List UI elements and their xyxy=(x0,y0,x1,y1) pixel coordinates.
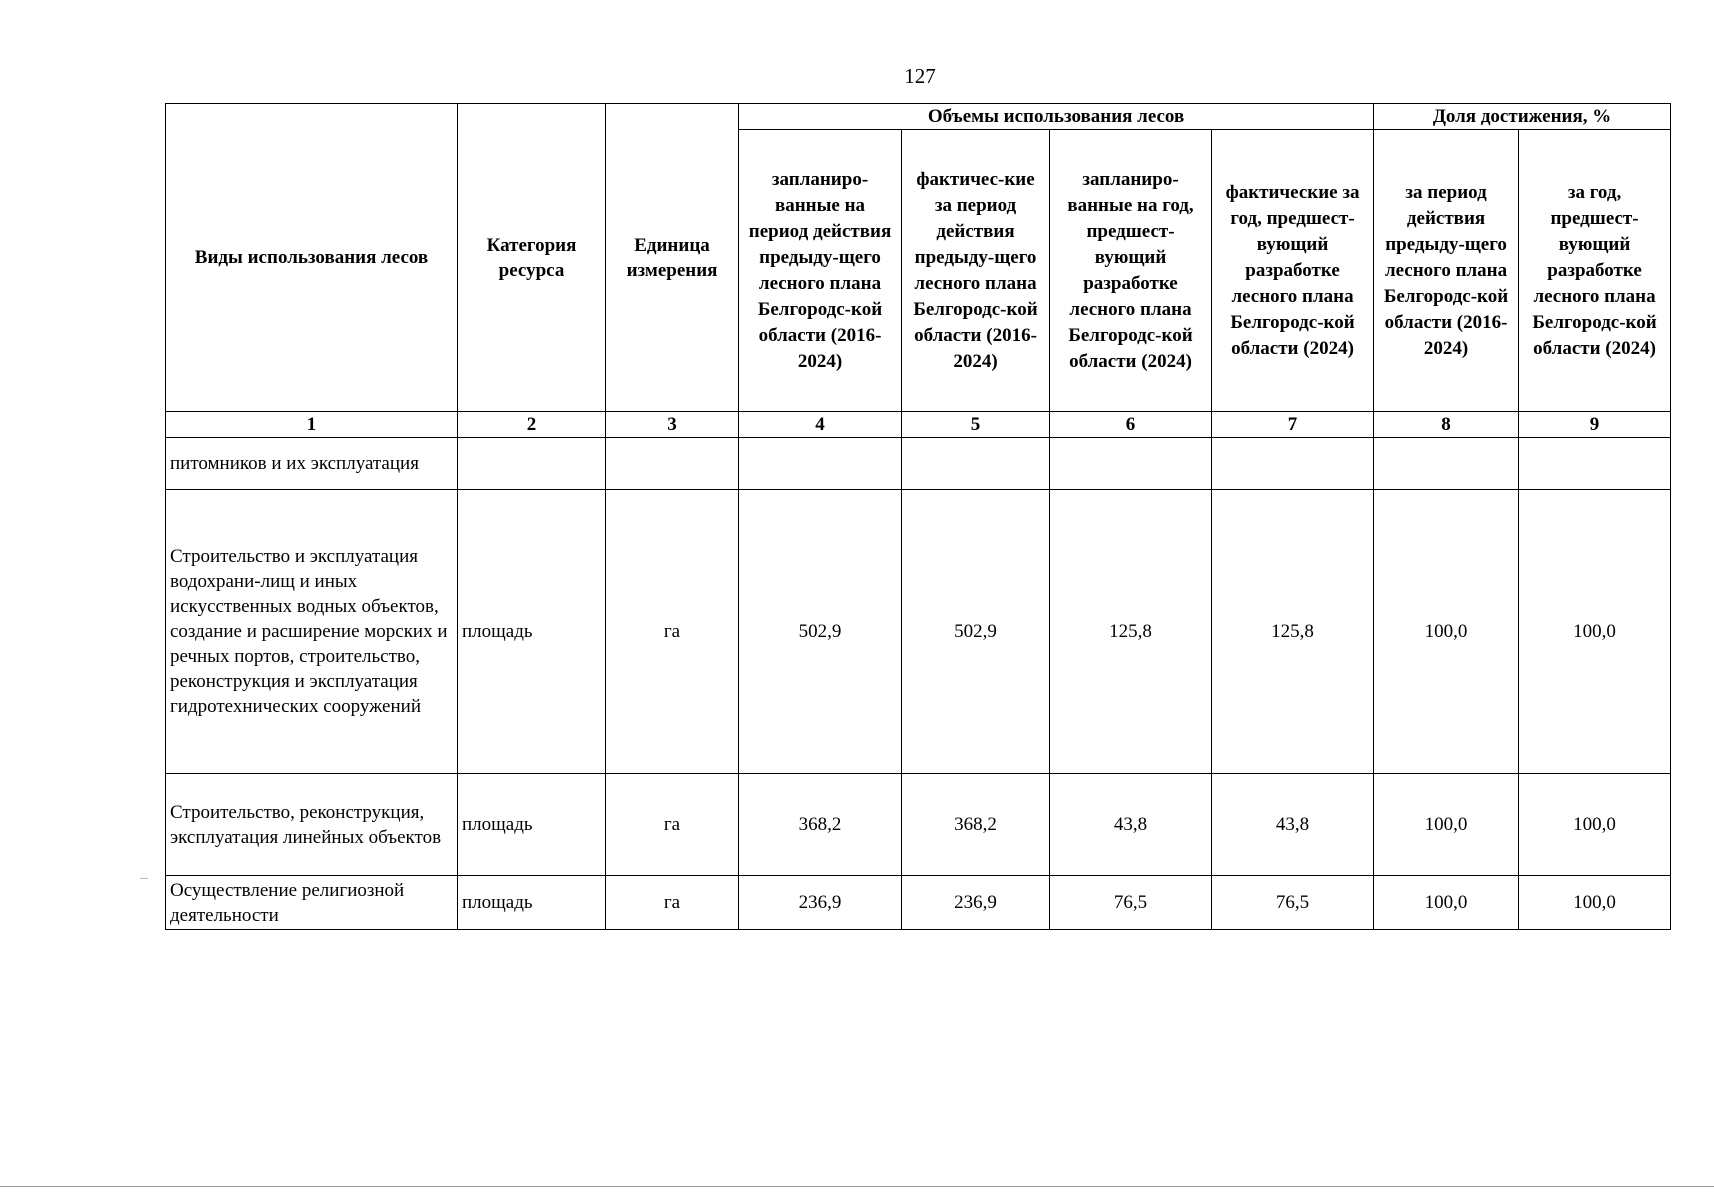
header-group-share: Доля достижения, % xyxy=(1374,104,1671,130)
page-number: 127 xyxy=(904,64,936,88)
column-number: 9 xyxy=(1519,412,1671,438)
cell-category: площадь xyxy=(458,774,606,876)
cell-share-year: 100,0 xyxy=(1519,876,1671,930)
cell-kind: Строительство и эксплуатация водохрани-лищ и иных искусственных водных объектов, создание и расширение морских и речных портов, строительство, реконструкция и эксплуатация гидротехнических сооружений xyxy=(166,490,458,774)
cell-actual-year xyxy=(1212,438,1374,490)
cell-kind: питомников и их эксплуатация xyxy=(166,438,458,490)
column-number: 7 xyxy=(1212,412,1374,438)
header-group-volumes: Объемы использования лесов xyxy=(739,104,1374,130)
cell-unit: га xyxy=(606,774,739,876)
cell-unit: га xyxy=(606,876,739,930)
table-row xyxy=(166,774,1671,876)
column-number: 1 xyxy=(166,412,458,438)
cell-share-year xyxy=(1519,438,1671,490)
cell-share-period: 100,0 xyxy=(1374,490,1519,774)
forest-use-table xyxy=(165,103,1671,930)
header-forest-use-kind: Виды использования лесов xyxy=(166,104,458,412)
cell-actual-year: 76,5 xyxy=(1212,876,1374,930)
cell-share-period xyxy=(1374,438,1519,490)
header-planned-year: запланиро-ванные на год, предшест-вующий разработке лесного плана Белгородс-кой области (2024) xyxy=(1050,130,1212,412)
scan-mark xyxy=(140,878,148,879)
header-share-year: за год, предшест-вующий разработке лесного плана Белгородс-кой области (2024) xyxy=(1519,130,1671,412)
column-number: 8 xyxy=(1374,412,1519,438)
table-row xyxy=(166,438,1671,490)
header-actual-period: фактичес-кие за период действия предыду-щего лесного плана Белгородс-кой области (2016-2024) xyxy=(902,130,1050,412)
cell-category xyxy=(458,438,606,490)
cell-planned-year: 43,8 xyxy=(1050,774,1212,876)
cell-planned-period: 368,2 xyxy=(739,774,902,876)
cell-unit: га xyxy=(606,490,739,774)
cell-actual-period: 368,2 xyxy=(902,774,1050,876)
cell-actual-year: 125,8 xyxy=(1212,490,1374,774)
cell-kind: Осуществление религиозной деятельности xyxy=(166,876,458,930)
header-resource-category: Категория ресурса xyxy=(458,104,606,412)
cell-actual-period: 502,9 xyxy=(902,490,1050,774)
cell-planned-period: 502,9 xyxy=(739,490,902,774)
cell-planned-year: 76,5 xyxy=(1050,876,1212,930)
column-number: 2 xyxy=(458,412,606,438)
cell-actual-year: 43,8 xyxy=(1212,774,1374,876)
cell-planned-year: 125,8 xyxy=(1050,490,1212,774)
column-number: 6 xyxy=(1050,412,1212,438)
scan-bottom-line xyxy=(0,1186,1714,1187)
header-planned-period: запланиро-ванные на период действия предыду-щего лесного плана Белгородс-кой области (2016-2024) xyxy=(739,130,902,412)
column-number-row xyxy=(166,412,1671,438)
cell-category: площадь xyxy=(458,490,606,774)
cell-share-period: 100,0 xyxy=(1374,774,1519,876)
cell-unit xyxy=(606,438,739,490)
table-row xyxy=(166,490,1671,774)
column-number: 4 xyxy=(739,412,902,438)
cell-share-year: 100,0 xyxy=(1519,774,1671,876)
header-unit: Единица измерения xyxy=(606,104,739,412)
column-number: 3 xyxy=(606,412,739,438)
cell-share-year: 100,0 xyxy=(1519,490,1671,774)
cell-planned-period xyxy=(739,438,902,490)
column-number: 5 xyxy=(902,412,1050,438)
cell-planned-year xyxy=(1050,438,1212,490)
cell-planned-period: 236,9 xyxy=(739,876,902,930)
header-actual-year: фактические за год, предшест-вующий разработке лесного плана Белгородс-кой области (2024) xyxy=(1212,130,1374,412)
cell-actual-period: 236,9 xyxy=(902,876,1050,930)
table-row xyxy=(166,876,1671,930)
cell-category: площадь xyxy=(458,876,606,930)
cell-kind: Строительство, реконструкция, эксплуатация линейных объектов xyxy=(166,774,458,876)
header-share-period: за период действия предыду-щего лесного плана Белгородс-кой области (2016-2024) xyxy=(1374,130,1519,412)
cell-actual-period xyxy=(902,438,1050,490)
cell-share-period: 100,0 xyxy=(1374,876,1519,930)
